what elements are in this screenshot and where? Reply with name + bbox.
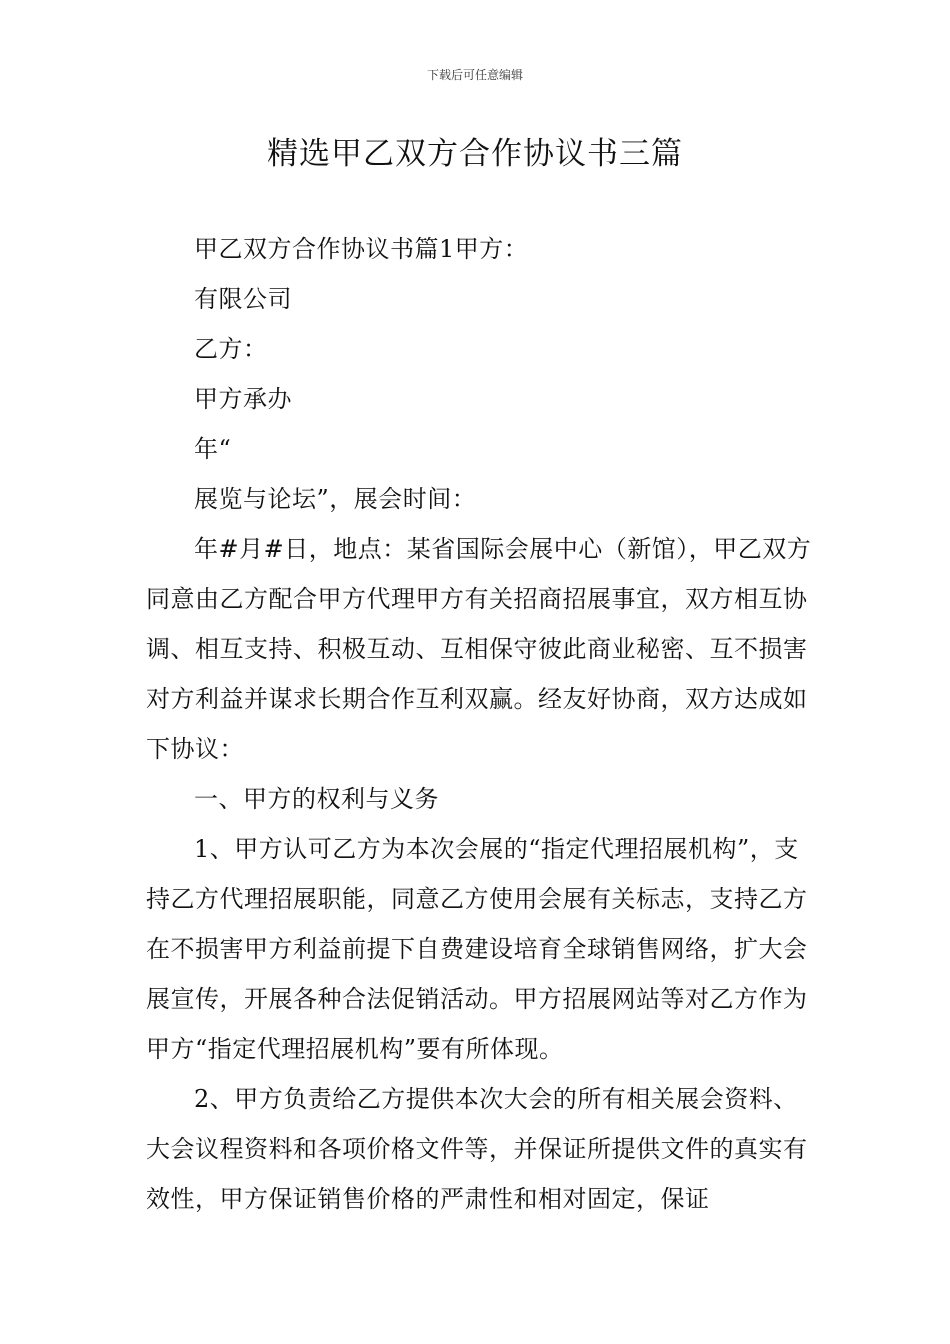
- paragraph-year: 年“: [194, 435, 232, 463]
- document-title: 精选甲乙双方合作协议书三篇: [267, 136, 683, 172]
- paragraph-exhibition-time: 展览与论坛”，展会时间：: [194, 485, 477, 513]
- document-body: [146, 224, 818, 1224]
- section-heading-party-a-rights: 一、甲方的权利与义务: [194, 785, 439, 813]
- clause-2: 2、甲方负责给乙方提供本次大会的所有相关展会资料、大会议程资料和各项价格文件等，并保证所提供文件的真实有效性，甲方保证销售价格的严肃性和相对固定，保证: [146, 1085, 808, 1213]
- paragraph-company: 有限公司: [194, 285, 292, 313]
- paragraph-host: 甲方承办: [194, 385, 292, 413]
- paragraph-agreement-intro: 年#月#日，地点：某省国际会展中心（新馆），甲乙双方同意由乙方配合甲方代理甲方有关招商招展事宜，双方相互协调、相互支持、积极互动、互相保守彼此商业秘密、互不损害对方利益并谋求长期合作互利双赢。经友好协商，双方达成如下协议：: [146, 535, 812, 763]
- clause-1: 1、甲方认可乙方为本次会展的“指定代理招展机构”，支持乙方代理招展职能，同意乙方使用会展有关标志，支持乙方在不损害甲方利益前提下自费建设培育全球销售网络，扩大会展宣传，开展各种合法促销活动。甲方招展网站等对乙方作为甲方“指定代理招展机构”要有所体现。: [146, 835, 808, 1063]
- paragraph-party-a-heading: 甲乙双方合作协议书篇1甲方：: [194, 235, 529, 263]
- page-header-note: 下载后可任意编辑: [426, 68, 523, 82]
- paragraph-party-b: 乙方：: [194, 335, 268, 363]
